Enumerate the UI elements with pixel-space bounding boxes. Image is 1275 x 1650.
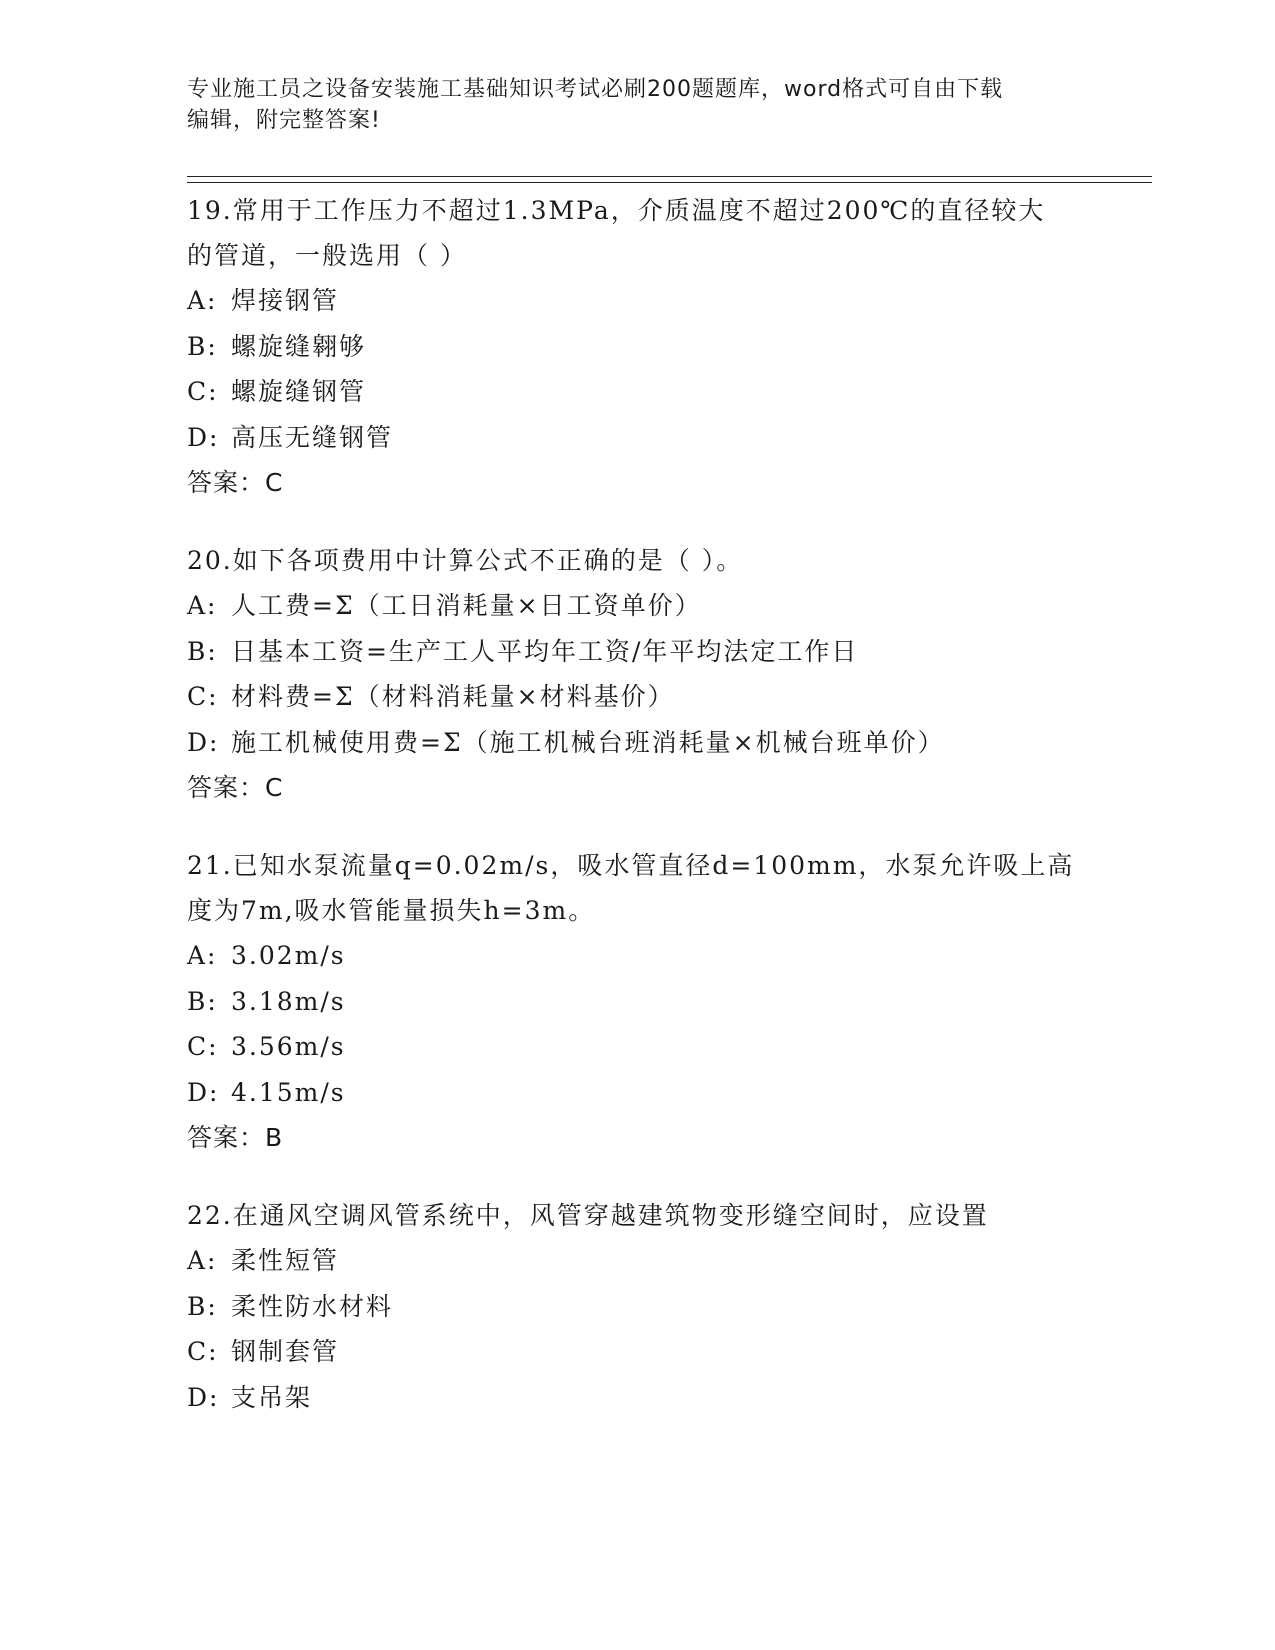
option-a [187, 1238, 1087, 1284]
question-stem-line: 22.在通风空调风管系统中，风管穿越建筑物变形缝空间时，应设置 [187, 1201, 989, 1230]
answer-line: 答案：C [187, 773, 284, 802]
option-text: 施工机械使用费=Σ（施工机械台班消耗量×机械台班单价） [231, 727, 945, 757]
option-letter: D: [187, 1077, 220, 1107]
header-line-2: 编辑，附完整答案! [187, 108, 381, 133]
header-divider-bottom [187, 182, 1152, 183]
option-text: 3.56m/s [231, 1032, 346, 1061]
option-text: 日基本工资=生产工人平均年工资/年平均法定工作日 [231, 636, 859, 666]
option-letter: D: [187, 1382, 220, 1412]
question-stem-line: 度为7m,吸水管能量损失h=3m。 [187, 896, 596, 925]
option-b [187, 324, 1087, 370]
document-header [187, 74, 1087, 136]
option-b [187, 629, 1087, 675]
question-20 [187, 538, 1087, 810]
question-stem-line: 的管道，一般选用（ ） [187, 241, 467, 270]
option-letter: D: [187, 727, 220, 757]
option-d [187, 415, 1087, 461]
question-19 [187, 188, 1087, 505]
option-text: 焊接钢管 [231, 286, 340, 315]
option-text: 柔性短管 [231, 1246, 340, 1275]
option-text: 3.18m/s [231, 986, 346, 1016]
option-letter: A: [187, 1246, 218, 1275]
option-letter: C: [187, 1032, 219, 1061]
option-d [187, 1375, 1087, 1421]
option-text: 4.15m/s [231, 1077, 346, 1107]
option-text: 人工费=Σ（工日消耗量×日工资单价） [231, 591, 702, 620]
answer-line: 答案：C [187, 468, 284, 497]
option-text: 材料费=Σ（材料消耗量×材料基价） [231, 682, 675, 711]
option-text: 螺旋缝钢管 [231, 377, 367, 406]
option-c [187, 1024, 1087, 1070]
option-c [187, 674, 1087, 720]
option-letter: A: [187, 286, 218, 315]
option-letter: B: [187, 1291, 218, 1321]
option-text: 柔性防水材料 [231, 1291, 394, 1321]
option-letter: A: [187, 941, 218, 970]
option-letter: B: [187, 986, 218, 1016]
answer-line: 答案：B [187, 1123, 284, 1152]
option-text: 3.02m/s [231, 941, 346, 970]
option-letter: C: [187, 682, 219, 711]
option-a [187, 278, 1087, 324]
option-a [187, 933, 1087, 979]
option-d [187, 1070, 1087, 1116]
question-stem-line: 20.如下各项费用中计算公式不正确的是（ ）。 [187, 546, 744, 575]
option-b [187, 979, 1087, 1025]
option-letter: D: [187, 422, 220, 452]
header-line-1: 专业施工员之设备安装施工基础知识考试必刷200题题库，word格式可自由下载 [187, 77, 1004, 102]
option-letter: B: [187, 331, 218, 361]
option-letter: C: [187, 377, 219, 406]
question-stem-line: 19.常用于工作压力不超过1.3MPa，介质温度不超过200℃的直径较大 [187, 196, 1046, 225]
header-divider-top [187, 176, 1152, 177]
option-a [187, 583, 1087, 629]
question-21 [187, 843, 1087, 1160]
question-22 [187, 1193, 1087, 1420]
option-letter: B: [187, 636, 218, 666]
option-letter: A: [187, 591, 218, 620]
option-c [187, 1329, 1087, 1375]
option-letter: C: [187, 1337, 219, 1366]
option-c [187, 369, 1087, 415]
question-stem-line: 21.已知水泵流量q=0.02m/s，吸水管直径d=100mm，水泵允许吸上高 [187, 851, 1075, 880]
option-text: 螺旋缝翱够 [231, 331, 367, 361]
option-text: 支吊架 [231, 1382, 313, 1412]
option-b [187, 1284, 1087, 1330]
option-text: 钢制套管 [231, 1337, 340, 1366]
option-d [187, 720, 1087, 766]
option-text: 高压无缝钢管 [231, 422, 394, 452]
